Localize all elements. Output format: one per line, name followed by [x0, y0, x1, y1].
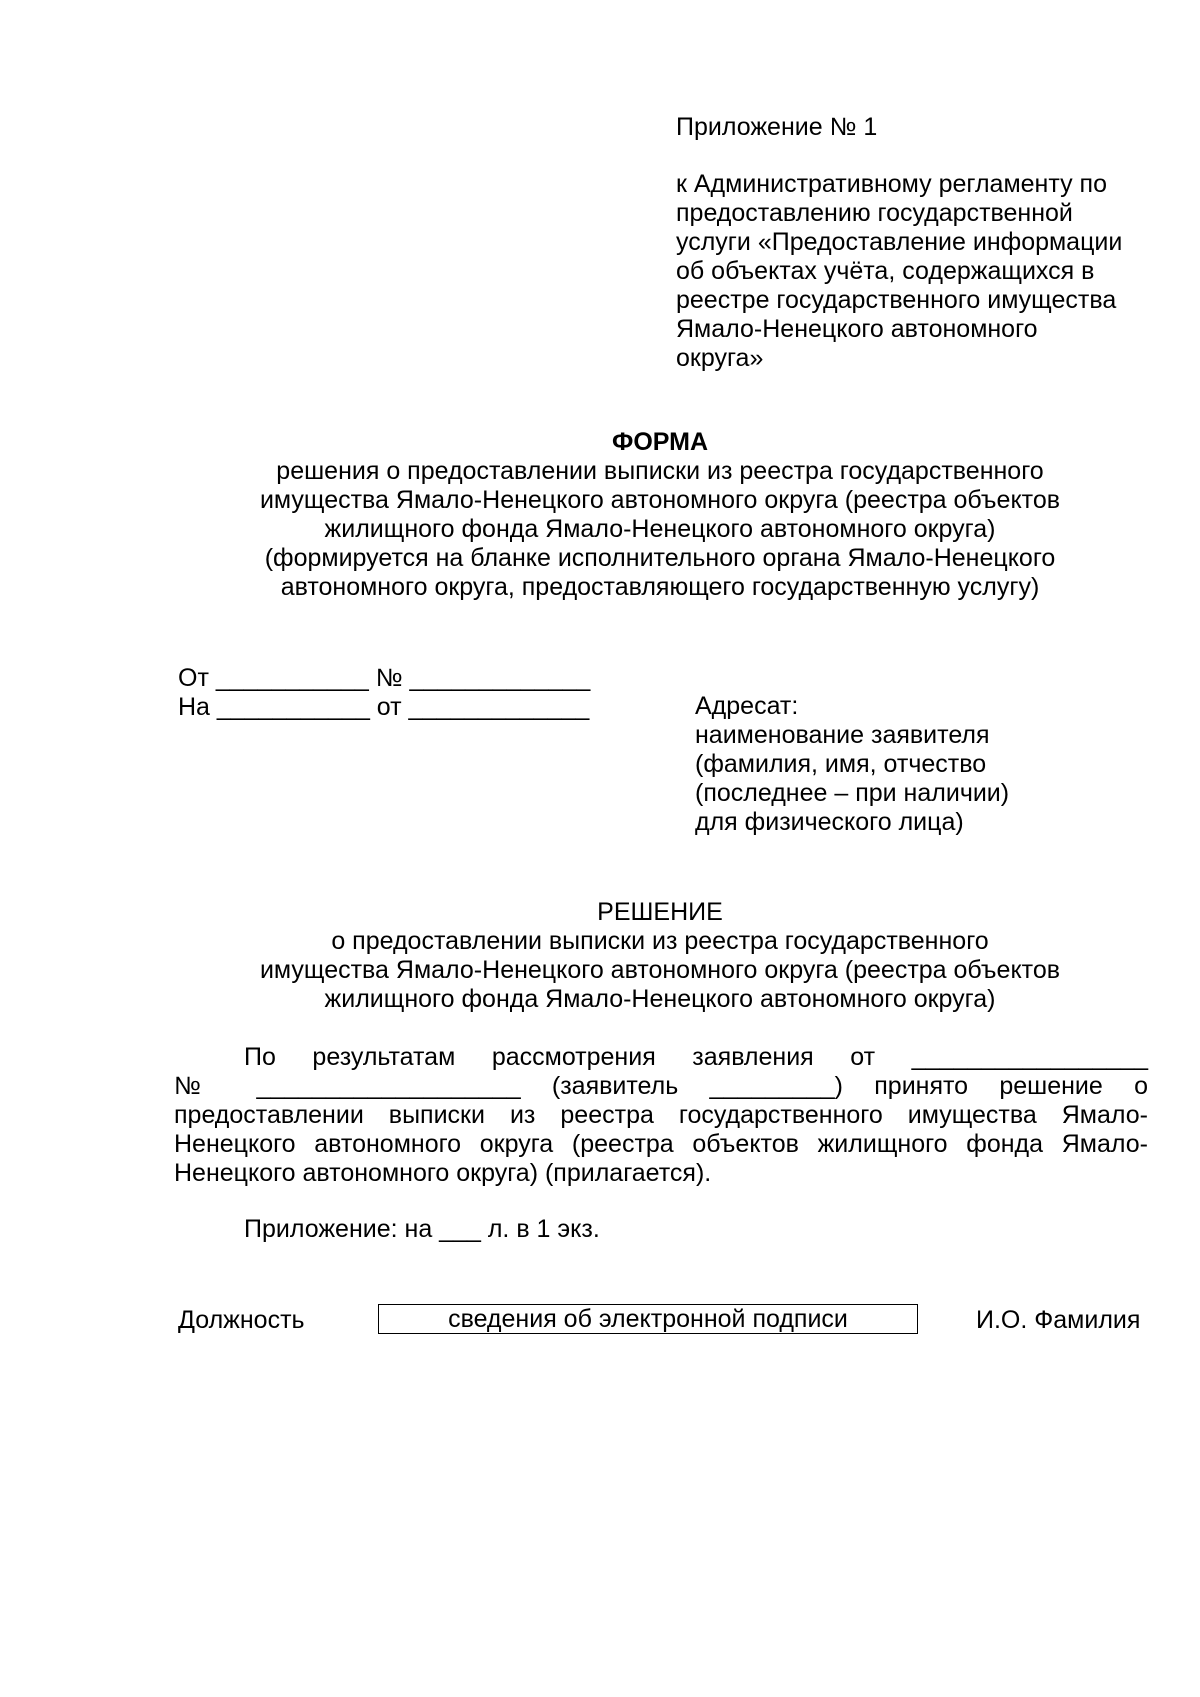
body-line: Ненецкого автономного округа) (прилагается).: [174, 1159, 712, 1187]
addressee-block: [695, 692, 1115, 837]
body-line: № ___________________ (заявитель _________) принято решение о: [174, 1072, 1148, 1100]
appendix-reference-line: услуги «Предоставление информации: [676, 228, 1123, 256]
body-line-text: По результатам рассмотрения заявления от _________________: [244, 1043, 1148, 1071]
attachment-note: Приложение: на ___ л. в 1 экз.: [244, 1215, 600, 1243]
form-description-line: жилищного фонда Ямало-Ненецкого автономного округа): [324, 515, 996, 543]
appendix-reference-line: предоставлению государственной: [676, 199, 1073, 227]
decision-heading: [170, 898, 1150, 1014]
form-description-line: автономного округа, предоставляющего государственную услугу): [280, 573, 1040, 601]
appendix-number: Приложение № 1: [676, 113, 878, 141]
appendix-reference-line: об объектах учёта, содержащихся в: [676, 257, 1095, 285]
decision-subtitle-line: имущества Ямало-Ненецкого автономного округа (реестра объектов: [259, 956, 1061, 984]
addressee-line: для физического лица): [695, 808, 964, 836]
addressee-line: (фамилия, имя, отчество: [695, 750, 987, 778]
form-title: ФОРМА: [611, 428, 708, 456]
addressee-line: наименование заявителя: [695, 721, 990, 749]
signature-position: Должность: [178, 1306, 305, 1334]
appendix-reference-line: округа»: [676, 344, 764, 372]
decision-subtitle-line: жилищного фонда Ямало-Ненецкого автономного округа): [324, 985, 996, 1013]
form-heading: [170, 428, 1150, 602]
addressee-line: Адресат:: [695, 692, 799, 720]
appendix-reference-line: Ямало-Ненецкого автономного: [676, 315, 1038, 343]
signature-name: И.О. Фамилия: [976, 1306, 1141, 1334]
body-line: предоставлении выписки из реестра государственного имущества Ямало-: [174, 1101, 1148, 1129]
to-date-field: На ___________ от _____________: [178, 693, 590, 721]
registration-fields: [178, 664, 638, 722]
from-number-field: От ___________ № _____________: [178, 664, 591, 692]
form-description-line: (формируется на бланке исполнительного органа Ямало-Ненецкого: [264, 544, 1056, 572]
form-description-line: решения о предоставлении выписки из реестра государственного: [276, 457, 1044, 485]
appendix-reference: [676, 170, 1156, 373]
body-line: [174, 1043, 1148, 1072]
appendix-reference-line: реестре государственного имущества: [676, 286, 1117, 314]
decision-subtitle-line: о предоставлении выписки из реестра государственного: [331, 927, 989, 955]
electronic-signature-box: сведения об электронной подписи: [378, 1304, 918, 1334]
addressee-line: (последнее – при наличии): [695, 779, 1010, 807]
decision-body: [174, 1043, 1148, 1188]
body-line: Ненецкого автономного округа (реестра объектов жилищного фонда Ямало-: [174, 1130, 1148, 1158]
decision-title: РЕШЕНИЕ: [597, 898, 723, 926]
appendix-reference-line: к Административному регламенту по: [676, 170, 1107, 198]
appendix-header: [676, 113, 1156, 373]
form-description-line: имущества Ямало-Ненецкого автономного округа (реестра объектов: [259, 486, 1061, 514]
